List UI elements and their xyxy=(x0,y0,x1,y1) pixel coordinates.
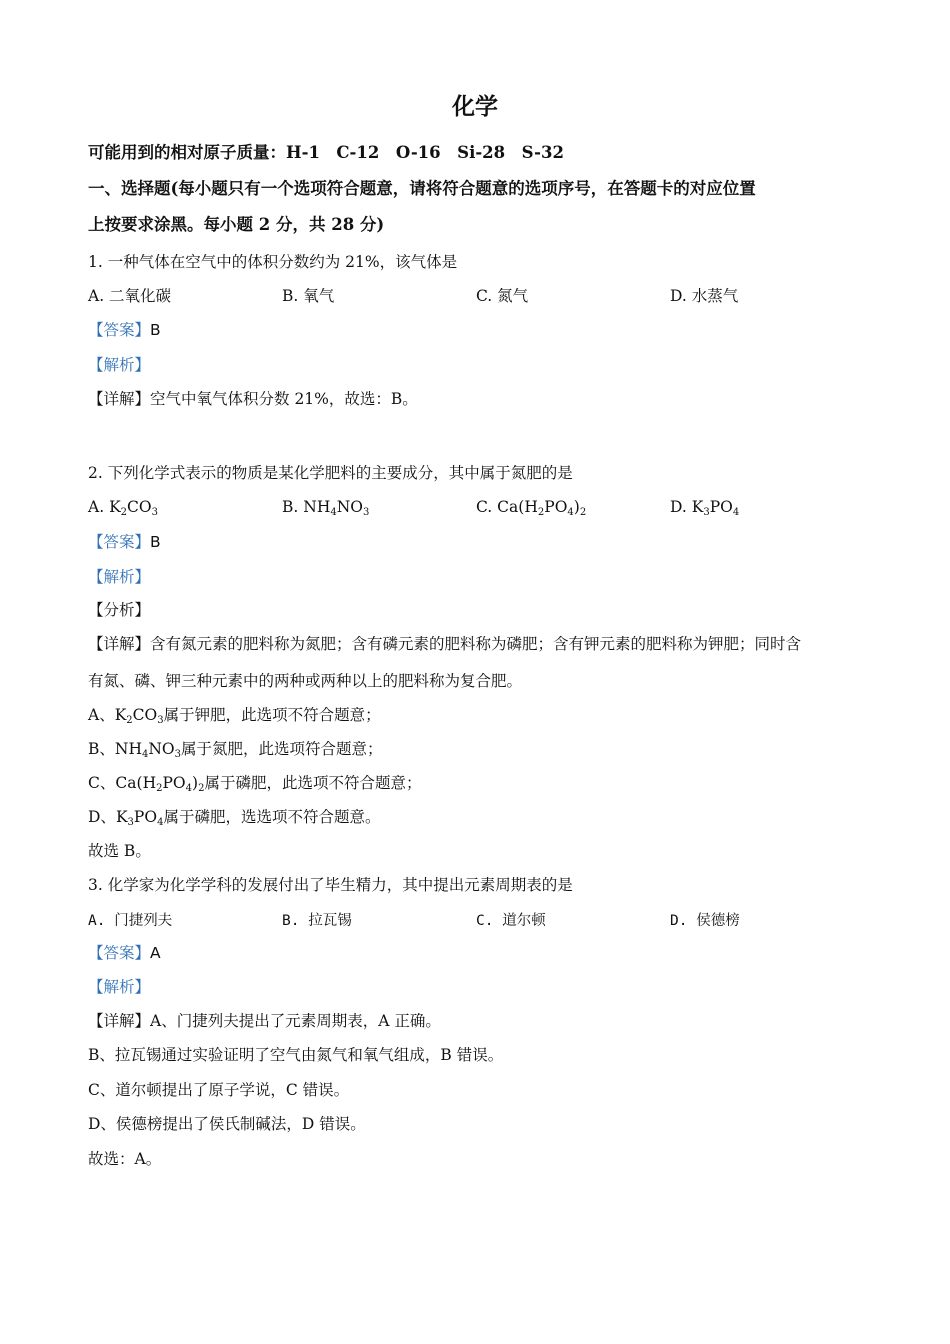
q3-detail-d: D、侯德榜提出了侯氏制碱法，D 错误。 xyxy=(88,1115,366,1133)
line-prefix: D、 xyxy=(88,808,116,826)
option-prefix: B. xyxy=(282,498,304,516)
chemical-formula: $K_3PO_4$ xyxy=(115,808,164,828)
answer-label: 【答案】 xyxy=(88,944,151,962)
q2-answer xyxy=(88,532,161,552)
line-prefix: B、 xyxy=(88,740,115,758)
q1-option-c: C. 氮气 xyxy=(476,287,529,305)
answer-value: A xyxy=(150,944,161,962)
q1-analysis-label: 【解析】 xyxy=(88,356,151,374)
answer-value: B xyxy=(150,321,161,339)
line-text: 属于磷肥，此选项不符合题意； xyxy=(204,774,422,792)
line-prefix: A、 xyxy=(88,706,115,724)
q2-explain-c xyxy=(88,773,421,793)
answer-label: 【答案】 xyxy=(88,321,151,339)
q3-detail-b: B、拉瓦锡通过实验证明了空气由氮气和氧气组成，B 错误。 xyxy=(88,1046,504,1064)
q2-explain-d xyxy=(88,807,380,827)
option-text: C. 道尔顿 xyxy=(476,913,546,929)
q1-option-a: A. 二氧化碳 xyxy=(88,287,172,305)
q2-option-a xyxy=(88,497,158,517)
section-heading-line1: 一、选择题(每小题只有一个选项符合题意，请将符合题意的选项序号，在答题卡的对应位置 xyxy=(88,179,756,198)
page-title: 化学 xyxy=(452,93,498,120)
q2-option-d xyxy=(670,497,739,517)
detail-text: 含有氮元素的肥料称为氮肥；含有磷元素的肥料称为磷肥；含有钾元素的肥料称为钾肥；同时含 xyxy=(150,635,802,653)
chemical-formula: $Ca(H_2PO_4)_2$ xyxy=(497,498,587,518)
q3-option-c xyxy=(476,910,546,931)
q2-detail-line2: 有氮、磷、钾三种元素中的两种或两种以上的肥料称为复合肥。 xyxy=(88,672,523,690)
chemical-formula: $K_3PO_4$ xyxy=(691,498,740,518)
line-text: 属于氮肥，此选项符合题意； xyxy=(181,740,383,758)
chemical-formula: $NH_4NO_3$ xyxy=(303,498,370,518)
section-heading-line2: 上按要求涂黑。每小题 2 分，共 28 分) xyxy=(88,215,385,234)
line-prefix: C、 xyxy=(88,774,116,792)
q3-conclusion: 故选：A。 xyxy=(88,1150,162,1168)
q3-option-b xyxy=(282,910,352,931)
q2-explain-a xyxy=(88,705,381,725)
chemical-formula: $Ca(H_2PO_4)_2$ xyxy=(115,774,205,794)
q2-detail-line1 xyxy=(88,634,801,654)
q3-option-a xyxy=(88,910,172,931)
option-prefix: D. xyxy=(670,498,692,516)
q3-analysis-label: 【解析】 xyxy=(88,978,151,996)
q3-answer xyxy=(88,943,161,963)
q3-detail-c: C、道尔顿提出了原子学说，C 错误。 xyxy=(88,1081,350,1099)
atomic-masses-line: 可能用到的相对原子质量：H-1 C-12 O-16 Si-28 S-32 xyxy=(88,143,564,162)
q1-option-b: B. 氧气 xyxy=(282,287,335,305)
q1-answer xyxy=(88,320,161,340)
option-text: A. 门捷列夫 xyxy=(88,913,173,929)
option-text: D. 侯德榜 xyxy=(670,913,740,929)
q3-detail-line1 xyxy=(88,1011,441,1031)
q1-stem: 1. 一种气体在空气中的体积分数约为 21%，该气体是 xyxy=(88,253,458,271)
detail-text: 空气中氧气体积分数 21%，故选：B。 xyxy=(150,390,418,408)
q2-stem: 2. 下列化学式表示的物质是某化学肥料的主要成分，其中属于氮肥的是 xyxy=(88,464,573,482)
line-text: 属于磷肥，选选项不符合题意。 xyxy=(163,808,381,826)
line-text: 属于钾肥，此选项不符合题意； xyxy=(163,706,381,724)
option-prefix: A. xyxy=(88,498,110,516)
answer-label: 【答案】 xyxy=(88,533,151,551)
q2-explain-b xyxy=(88,739,383,759)
q2-analysis-label: 【解析】 xyxy=(88,568,151,586)
q2-option-b xyxy=(282,497,369,517)
option-prefix: C. xyxy=(476,498,498,516)
detail-text: A、门捷列夫提出了元素周期表，A 正确。 xyxy=(150,1012,441,1030)
chemical-formula: $K_2CO_3$ xyxy=(109,498,158,518)
chemical-formula: $K_2CO_3$ xyxy=(114,706,164,726)
detail-label: 【详解】 xyxy=(88,390,151,408)
q2-conclusion: 故选 B。 xyxy=(88,842,151,860)
answer-value: B xyxy=(150,533,161,551)
q3-stem: 3. 化学家为化学学科的发展付出了毕生精力，其中提出元素周期表的是 xyxy=(88,876,573,894)
q1-detail xyxy=(88,389,418,409)
chemical-formula: $NH_4NO_3$ xyxy=(114,740,182,760)
option-text: B. 拉瓦锡 xyxy=(282,913,352,929)
q2-option-c xyxy=(476,497,586,517)
q2-fenxi-label: 【分析】 xyxy=(88,601,151,619)
detail-label: 【详解】 xyxy=(88,1012,151,1030)
q1-option-d: D. 水蒸气 xyxy=(670,287,739,305)
q3-option-d xyxy=(670,910,740,931)
detail-label: 【详解】 xyxy=(88,635,151,653)
